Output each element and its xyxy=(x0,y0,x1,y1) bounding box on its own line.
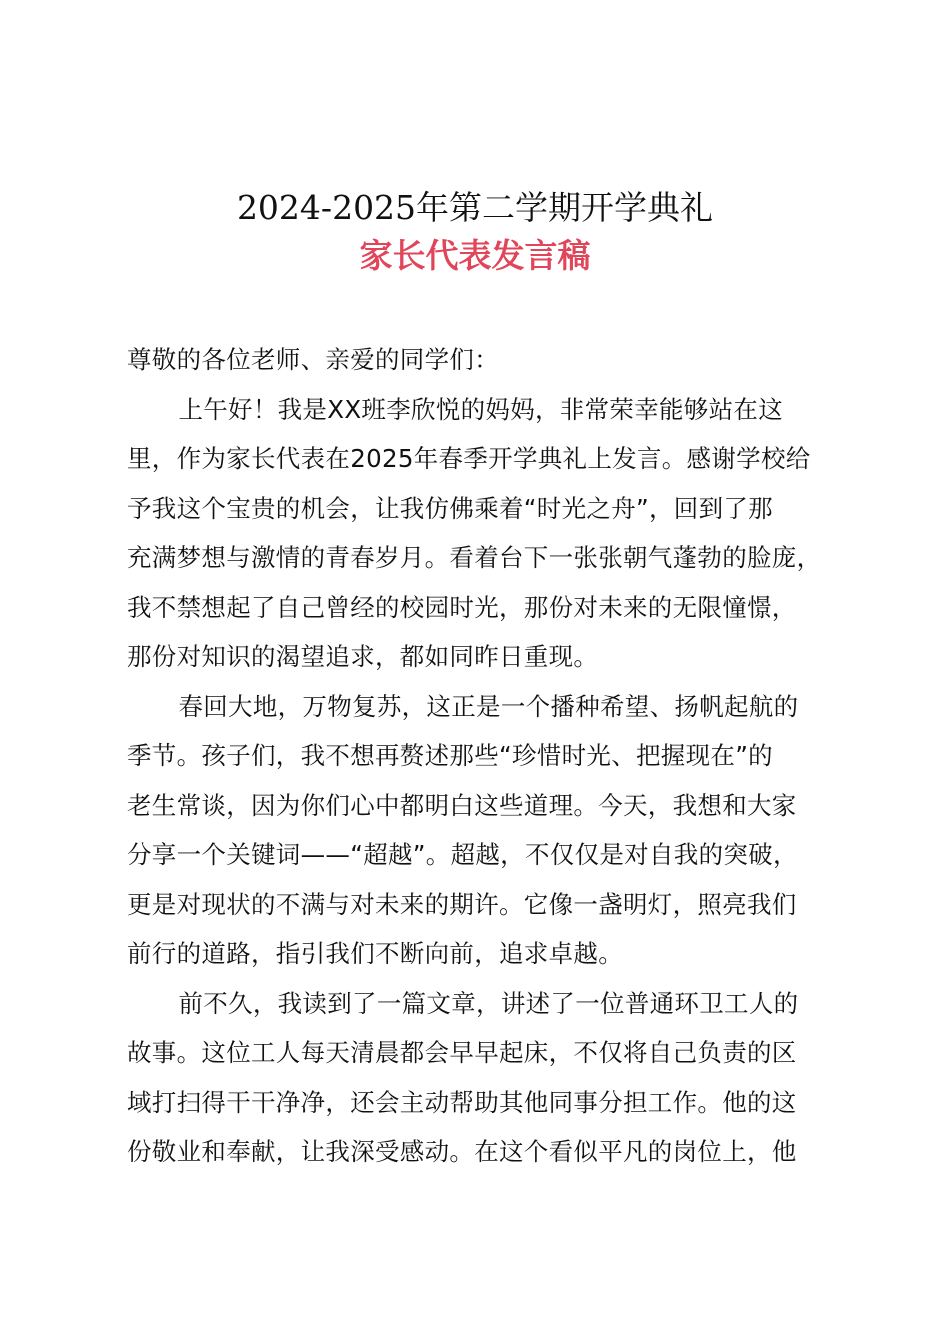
paragraph-1 xyxy=(127,385,857,682)
text-line: 老生常谈，因为你们心中都明白这些道理。今天，我想和大家 xyxy=(127,790,797,820)
text-line: 里，作为家长代表在2025年春季开学典礼上发言。感谢学校给 xyxy=(127,444,811,473)
text-line: 前不久，我读到了一篇文章，讲述了一位普通环卫工人的 xyxy=(178,988,799,1018)
text-line: 更是对现状的不满与对未来的期许。它像一盏明灯，照亮我们 xyxy=(127,889,797,919)
text-line: 域打扫得干干净净，还会主动帮助其他同事分担工作。他的这 xyxy=(127,1087,797,1117)
paragraph-2 xyxy=(127,682,857,979)
text-line: 份敬业和奉献，让我深受感动。在这个看似平凡的岗位上，他 xyxy=(127,1137,797,1166)
text-line: 故事。这位工人每天清晨都会早早起床，不仅将自己负责的区 xyxy=(127,1038,797,1067)
document-title: 2024-2025年第二学期开学典礼 xyxy=(236,188,714,227)
text-line: 分享一个关键词——“超越”。超越，不仅仅是对自我的突破， xyxy=(127,840,798,869)
text-line: 上午好！我是XX班李欣悦的妈妈，非常荣幸能够站在这 xyxy=(178,394,784,424)
text-line: 前行的道路，指引我们不断向前，追求卓越。 xyxy=(127,939,623,968)
paragraph-3 xyxy=(127,979,857,1177)
document-subtitle: 家长代表发言稿 xyxy=(359,236,591,275)
text-line: 予我这个宝贵的机会，让我仿佛乘着“时光之舟”，回到了那 xyxy=(127,493,773,523)
text-line: 那份对知识的渴望追求，都如同昨日重现。 xyxy=(127,642,599,671)
text-line: 春回大地，万物复苏，这正是一个播种希望、扬帆起航的 xyxy=(178,691,799,721)
text-line: 我不禁想起了自己曾经的校园时光，那份对未来的无限憧憬， xyxy=(127,592,797,622)
salutation: 尊敬的各位老师、亲爱的同学们： xyxy=(127,345,499,374)
text-line: 季节。孩子们，我不想再赘述那些“珍惜时光、把握现在”的 xyxy=(127,741,773,770)
speech-body xyxy=(127,335,857,1177)
text-line: 充满梦想与激情的青春岁月。看着台下一张张朝气蓬勃的脸庞， xyxy=(127,543,822,572)
